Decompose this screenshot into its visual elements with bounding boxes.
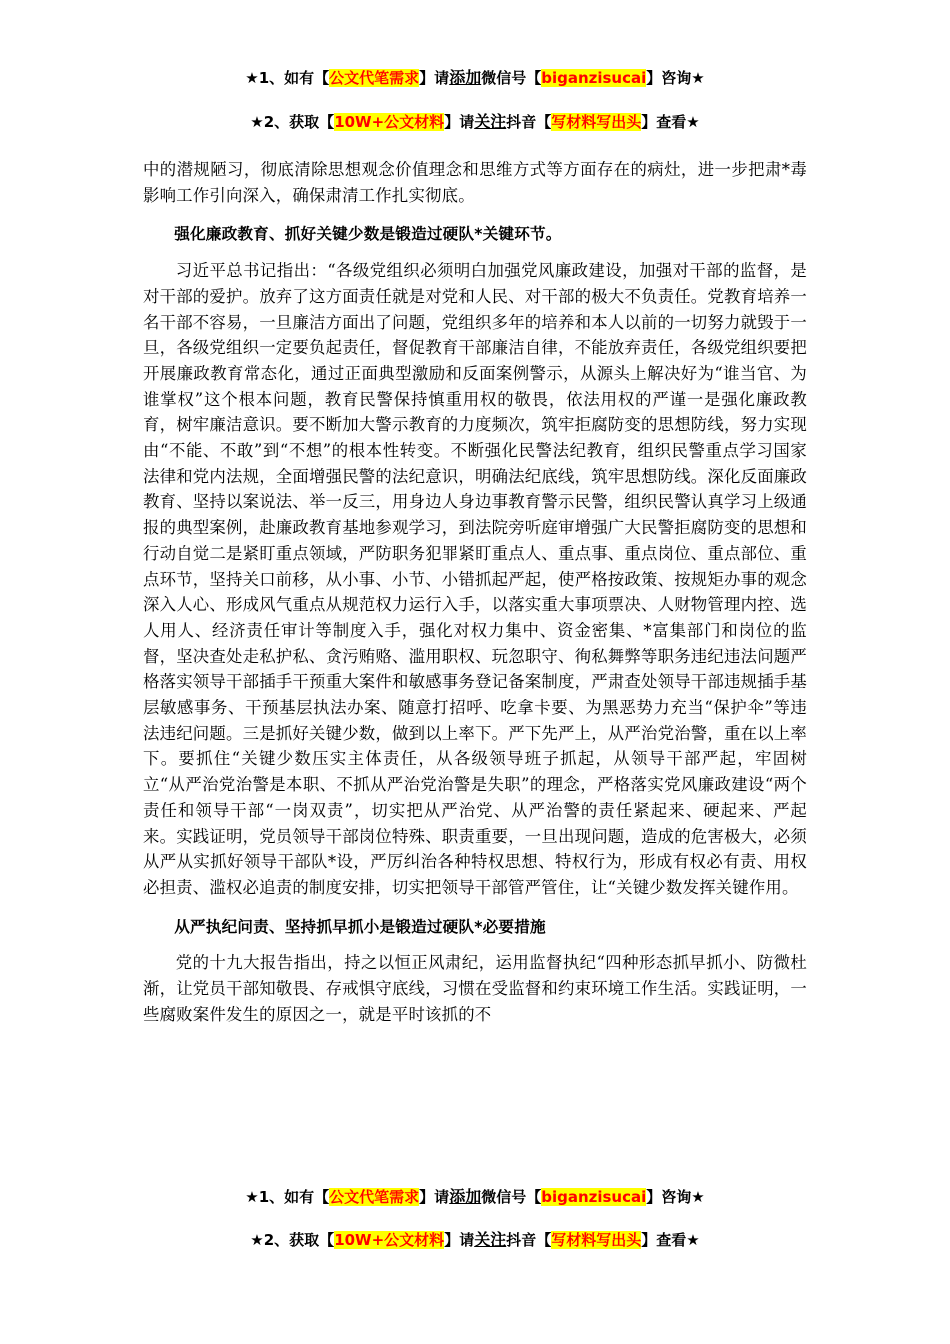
notice-text: 】查看★ [641, 1231, 700, 1249]
notice-highlight: 写材料写出头 [551, 113, 642, 131]
notice-highlight: 公文代笔需求 [329, 69, 420, 87]
notice-text: ★1、如有【 [245, 69, 330, 87]
notice-text: 】咨询★ [646, 69, 705, 87]
notice-text: ★2、获取【 [250, 113, 335, 131]
notice-text: 】咨询★ [646, 1188, 705, 1206]
notice-text: ★1、如有【 [245, 1188, 330, 1206]
notice-text: 抖音【 [506, 1231, 552, 1249]
notice-highlight: biganzisucai [541, 1188, 647, 1206]
paragraph: 党的十九大报告指出，持之以恒正风肃纪，运用监督执纪“四种形态抓早抓小、防微杜渐，让党员干部知敬畏、存戒惧守底线，习惯在受监督和约束环境工作生活。实践证明，一些腐败案件发生的原因之一，就是平时该抓的不 [143, 953, 807, 1024]
header-notice-line-2 [0, 112, 950, 132]
notice-highlight: biganzisucai [541, 69, 647, 87]
notice-text: 】请 [444, 1231, 475, 1249]
section-heading: 强化廉政教育、抓好关键少数是锻造过硬队*关键环节。 [174, 225, 562, 244]
notice-highlight: 公文代笔需求 [329, 1188, 420, 1206]
notice-highlight: 写材料写出头 [551, 1231, 642, 1249]
notice-text: 】请 [444, 113, 475, 131]
notice-text: 抖音【 [506, 113, 552, 131]
section-heading: 从严执纪问责、坚持抓早抓小是锻造过硬队*必要措施 [174, 917, 546, 936]
notice-text: 微信号【 [481, 69, 542, 87]
notice-highlight: 10W+公文材料 [334, 1231, 445, 1249]
footer-notice-line-2 [0, 1230, 950, 1250]
footer-notice-line-1 [0, 1187, 950, 1207]
paragraph: 中的潜规陋习，彻底清除思想观念价值理念和思维方式等方面存在的病灶，进一步把肃*毒影响工作引向深入，确保肃清工作扎实彻底。 [143, 160, 807, 205]
notice-text: 微信号【 [481, 1188, 542, 1206]
header-notice-line-1 [0, 68, 950, 88]
document-body [143, 157, 807, 1028]
notice-text: 】查看★ [641, 113, 700, 131]
notice-underline: 关注 [474, 1230, 507, 1249]
notice-underline: 关注 [474, 112, 507, 131]
notice-underline: 添加 [449, 68, 482, 87]
notice-text: 】请 [419, 1188, 450, 1206]
notice-text: 】请 [419, 69, 450, 87]
notice-underline: 添加 [449, 1187, 482, 1206]
paragraph: 习近平总书记指出：“各级党组织必须明白加强党风廉政建设，加强对干部的监督，是对干部的爱护。放弃了这方面责任就是对党和人民、对干部的极大不负责任。党教育培养一名干部不容易，一旦廉洁方面出了问题，党组织多年的培养和本人以前的一切努力就毁于一旦，各级党组织一定要负起责任，督促教育干部廉洁自律，不能放弃责任，各级党组织要把开展廉政教育常态化，通过正面典型激励和反面案例警示，从源头上解决好为“谁当官、为谁掌权”这个根本问题，教育民警保持慎重用权的敬畏，依法用权的严谨一是强化廉政教育，树牢廉洁意识。要不断加大警示教育的力度频次，筑牢拒腐防变的思想防线，努力实现由“不能、不敢”到“不想”的根本性转变。不断强化民警法纪教育，组织民警重点学习国家法律和党内法规，全面增强民警的法纪意识，明确法纪底线，筑牢思想防线。深化反面廉政教育、坚持以案说法、举一反三，用身边人身边事教育警示民警，组织民警认真学习上级通报的典型案例，赴廉政教育基地参观学习，到法院旁听庭审增强广大民警拒腐防变的思想和行动自觉二是紧盯重点领域，严防职务犯罪紧盯重点人、重点事、重点岗位、重点部位、重点环节，坚持关口前移，从小事、小节、小错抓起严起，使严格按政策、按规矩办事的观念深入人心、形成风气重点从规范权力运行入手，以落实重大事项票决、人财物管理内控、选人用人、经济责任审计等制度入手，强化对权力集中、资金密集、*富集部门和岗位的监督，坚决查处走私护私、贪污贿赂、滥用职权、玩忽职守、徇私舞弊等职务违纪违法问题严格落实领导干部插手干预重大案件和敏感事务登记备案制度，严肃查处领导干部违规插手基层敏感事务、干预基层执法办案、随意打招呼、吃拿卡要、为黑恶势力充当“保护伞”等违法违纪问题。三是抓好关键少数，做到以上率下。严下先严上，从严治党治警，重在以上率下。要抓住“关键少数压实主体责任，从各级领导班子抓起，从领导干部严起，牢固树立“从严治党治警是本职、不抓从严治党治警是失职”的理念，严格落实党风廉政建设“两个责任和领导干部“一岗双责”，切实把从严治党、从严治警的责任紧起来、硬起来、严起来。实践证明，党员领导干部岗位特殊、职责重要，一旦出现问题，造成的危害极大，必须从严从实抓好领导干部队*设，严厉纠治各种特权思想、特权行为，形成有权必有责、用权必担责、滥权必追责的制度安排，切实把领导干部管严管住，让“关键少数发挥关键作用。 [143, 261, 807, 897]
notice-text: ★2、获取【 [250, 1231, 335, 1249]
notice-highlight: 10W+公文材料 [334, 113, 445, 131]
